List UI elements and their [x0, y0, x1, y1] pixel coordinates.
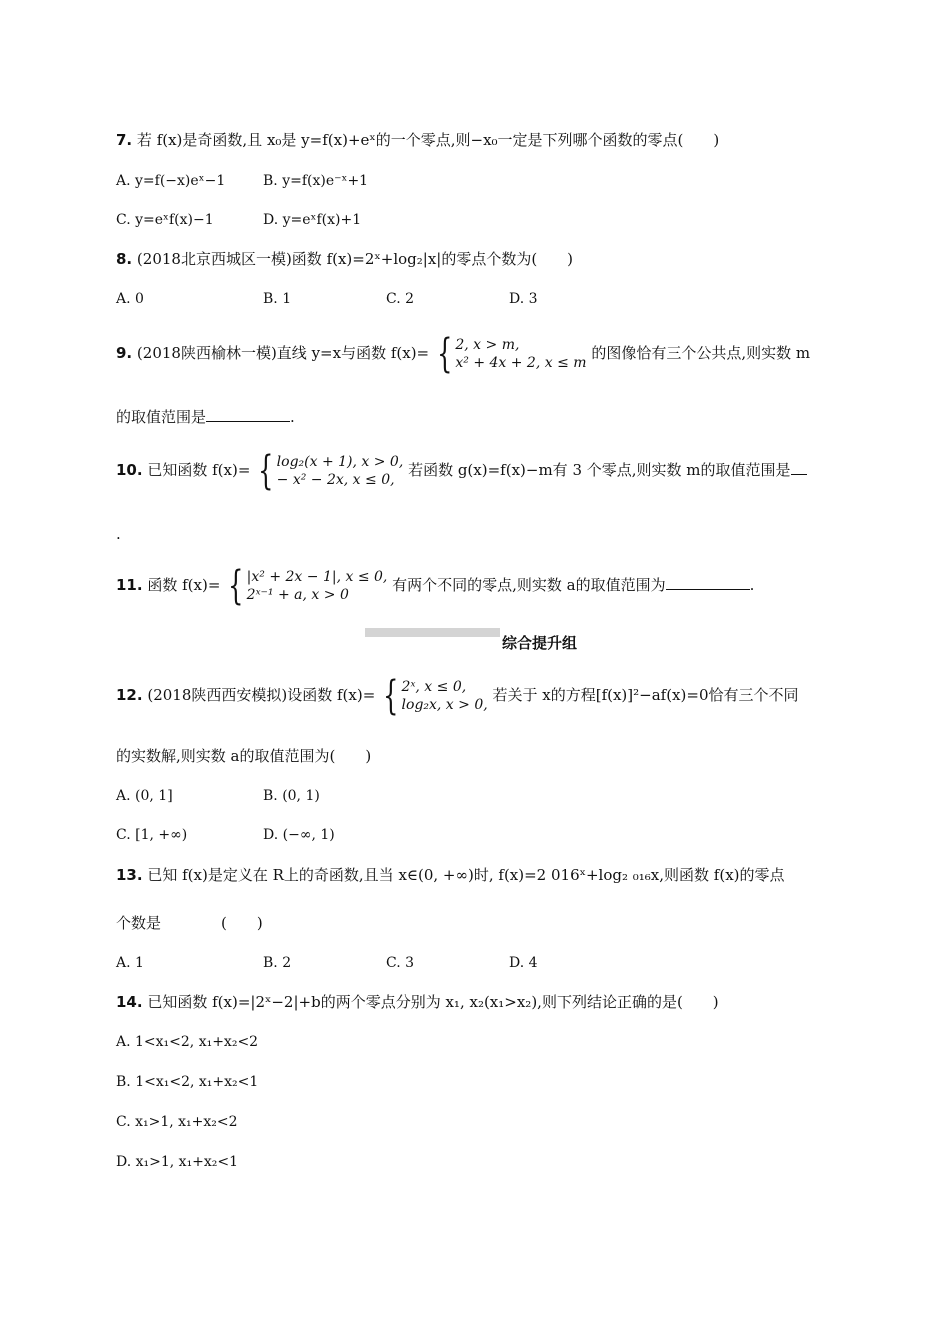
question-text-pre: (2018陕西榆林一模)直线 y=x与函数 f(x)= [136, 344, 430, 362]
question-number: 11. [116, 576, 143, 594]
question-text: 已知函数 f(x)=|2ˣ−2|+b的两个零点分别为 x₁, x₂(x₁>x₂),则下列结论正确的是( ) [147, 993, 719, 1011]
option-b: B. 1 [263, 291, 292, 307]
option-c: C. x₁>1, x₁+x₂<2 [116, 1114, 238, 1130]
option-b: B. (0, 1) [263, 788, 320, 804]
case-1: |x² + 2x − 1|, x ≤ 0, [246, 569, 388, 585]
case-1: log₂(x + 1), x > 0, [276, 454, 404, 470]
question-number: 9. [116, 344, 133, 362]
case-2: x² + 4x + 2, x ≤ m [455, 355, 587, 371]
case-1: 2, x > m, [455, 337, 520, 353]
question-text-post: 若关于 x的方程[f(x)]²−af(x)=0恰有三个不同 [492, 686, 799, 704]
piecewise-function [434, 331, 587, 377]
answer-blank [791, 460, 807, 475]
question-7 [116, 130, 719, 150]
option-d: D. x₁>1, x₁+x₂<1 [116, 1154, 239, 1170]
question-13 [116, 865, 785, 885]
question-10 [116, 448, 807, 494]
option-a: A. (0, 1] [116, 788, 173, 804]
question-9 [116, 331, 811, 377]
question-10-line-2: . [116, 525, 121, 543]
period: . [749, 576, 755, 594]
question-text-post: 的图像恰有三个公共点,则实数 m [591, 344, 811, 362]
piecewise-function [225, 563, 388, 609]
option-d: D. 4 [509, 955, 538, 971]
question-14 [116, 992, 719, 1012]
question-9-line-2 [116, 407, 295, 427]
question-text: 若 f(x)是奇函数,且 x₀是 y=f(x)+eˣ的一个零点,则−x₀一定是下列哪个函数的零点( ) [136, 131, 720, 149]
option-c: C. 3 [386, 955, 415, 971]
answer-blank [206, 407, 290, 422]
case-2: − x² − 2x, x ≤ 0, [276, 472, 395, 488]
question-12-line-2: 的实数解,则实数 a的取值范围为( ) [116, 747, 372, 765]
left-brace: { [383, 673, 399, 719]
question-number: 12. [116, 686, 143, 704]
option-a: A. 0 [116, 291, 144, 307]
piecewise-function [255, 448, 404, 494]
question-number: 7. [116, 131, 133, 149]
case-2: log₂x, x > 0, [401, 697, 488, 713]
question-number: 13. [116, 866, 143, 884]
question-text-post: 有两个不同的零点,则实数 a的取值范围为 [392, 576, 666, 594]
question-11 [116, 563, 755, 609]
section-title: 综合提升组 [502, 634, 578, 652]
option-d: D. y=eˣf(x)+1 [263, 212, 362, 228]
question-number: 14. [116, 993, 143, 1011]
option-d: D. 3 [509, 291, 538, 307]
question-text-pre: 函数 f(x)= [147, 576, 221, 594]
question-text-pre: 已知函数 f(x)= [147, 461, 251, 479]
left-brace: { [436, 331, 453, 377]
question-number: 10. [116, 461, 143, 479]
option-c: C. 2 [386, 291, 415, 307]
section-bar [365, 628, 500, 637]
question-text-post: 若函数 g(x)=f(x)−m有 3 个零点,则实数 m的取值范围是 [408, 461, 791, 479]
option-b: B. 1<x₁<2, x₁+x₂<1 [116, 1074, 259, 1090]
option-b: B. 2 [263, 955, 292, 971]
question-8 [116, 249, 573, 269]
question-number: 8. [116, 250, 133, 268]
period: . [290, 408, 295, 426]
left-brace: { [228, 563, 244, 609]
question-13-line-2: 个数是 ( ) [116, 914, 263, 932]
question-text-pre: (2018陕西西安模拟)设函数 f(x)= [147, 686, 376, 704]
piecewise-function [380, 673, 488, 719]
case-1: 2ˣ, x ≤ 0, [401, 679, 467, 695]
question-text: 的取值范围是 [116, 408, 207, 426]
option-c: C. [1, +∞) [116, 827, 188, 843]
option-a: A. 1 [116, 955, 144, 971]
option-d: D. (−∞, 1) [263, 827, 335, 843]
case-2: 2ˣ⁻¹ + a, x > 0 [246, 587, 349, 603]
option-a: A. y=f(−x)eˣ−1 [116, 173, 226, 189]
left-brace: { [258, 448, 274, 494]
question-text: (2018北京西城区一模)函数 f(x)=2ˣ+log₂|x|的零点个数为( ) [136, 250, 574, 268]
answer-blank [666, 575, 750, 590]
question-12 [116, 673, 799, 719]
option-a: A. 1<x₁<2, x₁+x₂<2 [116, 1034, 259, 1050]
option-b: B. y=f(x)e⁻ˣ+1 [263, 173, 369, 189]
question-text: 已知 f(x)是定义在 R上的奇函数,且当 x∈(0, +∞)时, f(x)=2 016ˣ+log₂ ₀₁₆x,则函数 f(x)的零点 [147, 866, 785, 884]
option-c: C. y=eˣf(x)−1 [116, 212, 214, 228]
